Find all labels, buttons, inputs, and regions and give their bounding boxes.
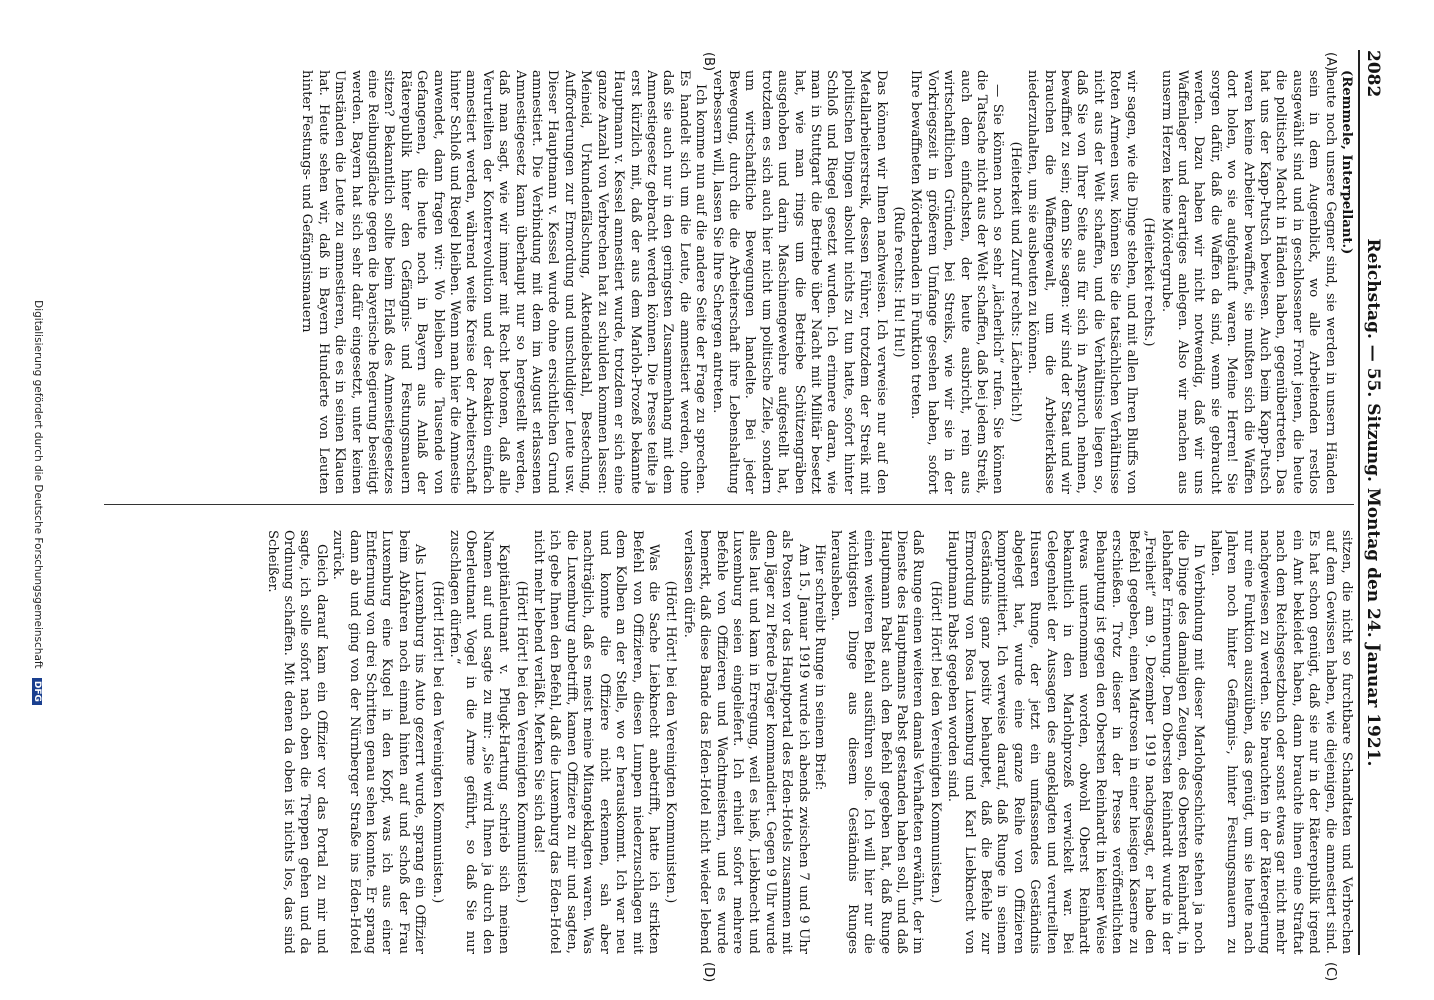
quoted-letter: Kapitänleutnant v. Pflugk-Hartung schrieb sich meinen Namen auf und sagte zu mir: „Sie wird Ihnen ja durch den Oberleutnant Vogel in die Arme geführt, so daß Sie nur zuschlagen dürfen.“: [447, 530, 512, 954]
margin-letter-c: (C): [1323, 962, 1338, 982]
running-title: Reichstag. — 55. Sitzung. Montag den 24. Januar 1921.: [1363, 238, 1383, 767]
interjection: (Hört! Hört! bei den Vereinigten Kommunisten.): [663, 580, 679, 904]
margin-letter-b: (B): [701, 52, 716, 72]
page-header: [1359, 50, 1387, 955]
interjection: (Heiterkeit rechts.): [1141, 217, 1157, 347]
margin-letter-d: (D): [701, 962, 716, 983]
page-number: 2082: [1363, 50, 1383, 98]
right-column: [64, 530, 1354, 954]
interjection: (Hört! Hört! bei den Vereinigten Kommunisten.): [513, 580, 529, 904]
paragraph: Hier schreibt Runge in seinem Brief:: [812, 544, 827, 791]
digitization-credit: [32, 50, 44, 955]
interjection: (Hört! Hört! bei den Vereinigten Kommunisten.): [429, 580, 445, 904]
credit-text: Digitalisierung gefördert durch die Deutsche Forschungsgemeinschaft: [32, 300, 44, 669]
paragraph: Das können wir Ihnen nachweisen. Ich verweise nur auf den Metallarbeiterstreik, dessen Führer, trotzdem der Streik mit politischen Dingen absolut nichts zu tun hatte, sofort hinter Schloß und Riegel gesetzt wurden. Ich erinnere daran, wie man in Stuttgart die Betriebe über Nacht mit Militär besetzt hat, wie man rings um die Betriebe Schützengräben ausgehoben und darin Maschinengewehre aufgestellt hat, trotzdem es sich auch hier nicht um politische Ziele, sondern um wirtschaftliche Bewegungen handelte. Bei jeder Bewegung, durch die die Arbeiterschaft ihre Lebenshaltung verbessern will, lassen Sie Ihre Schergen antreten.: [709, 70, 889, 494]
quoted-letter: Am 15. Januar 1919 wurde ich abends zwischen 7 und 9 Uhr als Posten vor das Hauptportal des Eden-Hotels zusammen mit dem Jäger zu Pferde Dräger kommandiert. Gegen 9 Uhr wurde alles laut und kam in Erregung, weil es hieß, Liebknecht und Luxemburg seien eingeliefert. Ich erhielt sofort mehrere Befehle von Offizieren und Wachtmeistern, und es wurde bemerkt, daß diese Bande das Eden-Hotel nicht wieder lebend verlassen dürfe.: [680, 530, 811, 954]
quoted-letter: Als Luxemburg ins Auto gezerrt wurde, sprang ein Offizier beim Abfahren noch einmal hinten auf und schoß der Frau Luxemburg eine Kugel in den Kopf, was ich aus einer Entfernung von drei Schritten genau sehen konnte. Er sprang dann ab und ging von der Nürnberger Straße ins Eden-Hotel zurück.: [330, 530, 428, 954]
speaker-label: (Remmele, Interpellant.): [1339, 70, 1354, 255]
left-column: [64, 70, 1354, 494]
paragraph: Ich komme nun auf die andere Seite der Frage zu sprechen. Es handelt sich um die Leute, die amnestiert werden, ohne daß sie auch nur in den geringsten Zusammenhang mit dem Amnestiegesetz gebracht werden können. Die Presse teilte ja erst kürzlich mit, daß der aus dem Marloh-Prozeß bekannte Hauptmann v. Kessel amnestiert wurde, trotzdem er sich eine ganze Anzahl von Verbrechen hat zu schulden kommen lassen: Meineid, Urkundenfälschung, Aktendiebstahl, Bestechung, Aufforderungen zur Ermordung und unschuldiger Leute usw. Dieser Hauptmann v. Kessel wurde ohne ersichtlichen Grund amnestiert. Die Verbindung mit dem im August erlassenen Amnestiegesetz kann überhaupt nur so hergestellt werden, daß man sagt, wie wir immer mit Recht betonen, daß alle Verurteilten der Konterrevolution und der Reaktion einfach amnestiert werden, während weite Kreise der Arbeiterschaft hinter Schloß und Riegel bleiben. Wenn man hier die Amnestie anwendet, dann fragen wir: Wo bleiben die Tausende von Gefangenen, die heute noch in Bayern aus Anlaß der Räterepublik hinter den Gefängnis- und Festungsmauern sitzen? Bekanntlich sollte beim Erlaß des Amnestiegesetzes eine Reibungsfläche gegen die bayerische Regierung beseitigt werden. Bayern hat sich sehr dafür eingesetzt, unter keinen Umständen die Leute zu amnestieren, die es in seinen Klauen hat. Heute sehen wir, daß in Bayern Hunderte von Leuten hinter Festungs- und Gefängnismauern: [299, 70, 709, 494]
header-rule: [1358, 50, 1360, 955]
dfg-logo: DFG: [32, 678, 42, 705]
column-divider: [104, 504, 1354, 505]
paragraph: In Verbindung mit dieser Marlohgeschichte stehen ja noch die Dinge des damaligen Zeugen, des Obersten Reinhardt, in lebhafter Erinnerung. Dem Obersten Reinhardt wurde in der „Freiheit“ am 9. Dezember 1919 nachgesagt, er habe den Befehl gegeben, einen Matrosen in einer hiesigen Kaserne zu erschießen. Trotz dieser in der Presse veröffentlichten Behauptung ist gegen den Obersten Reinhardt in keiner Weise etwas unternommen worden, obwohl Oberst Reinhardt bekanntlich in den Marlohprozeß verwickelt war. Bei Gelegenheit der Aussagen des angeklagten und verurteilten Husaren Runge, der jetzt ein umfassendes Geständnis abgelegt hat, wurde eine ganze Reihe von Offizieren kompromittiert. Ich verweise darauf, daß Runge in seinem Geständnis ganz positiv behauptet, daß die Befehle zur Ermordung von Rosa Luxemburg und Karl Liebknecht von Hauptmann Pabst gegeben worden sind.: [945, 530, 1207, 954]
paragraph: heute noch unsere Gegner sind, sie werden in unsern Händen sein in dem Augenblick, wo alle Arbeitenden restlos ausgewählt sind und in geschlossener Front jenen, die heute die politische Macht in Händen haben, gegenübertreten. Das hat uns der Kapp-Putsch bewiesen. Auch beim Kapp-Putsch waren keine Arbeiter bewaffnet, sie mußten sich die Waffen dort holen, wo sie aufgehäuft waren. Meine Herren! Sie sorgen dafür, daß die Waffen da sind, wenn sie gebraucht werden. Dazu haben wir nicht notwendig, daß wir uns Waffenlager und derartiges anlegen. Also wir machen aus unserm Herzen keine Mördergrube.: [1158, 70, 1338, 494]
interjection: (Hört! Hört! bei den Vereinigten Kommunisten.): [927, 580, 943, 904]
margin-letter-a: (A): [1323, 52, 1338, 72]
quoted-letter: Was die Sache Liebknecht anbetrifft, hatte ich strikten Befehl von Offizieren, diesen Lumpen niederzuschlagen mit dem Kolben an der Stelle, wo er herauskommt. Ich war neu und konnte die Offiziere nicht erkennen, sah aber nachträglich, daß es meist meine Mitangeklagten waren. Was die Luxemburg anbetrifft, kamen Offiziere zu mir und sagten, ich gebe Ihnen den Befehl, daß die Luxemburg das Eden-Hotel nicht mehr lebend verläßt. Merken Sie sich das!: [531, 530, 661, 954]
paragraph: sitzen, die nicht so furchtbare Schandtaten und Verbrechen auf dem Gewissen haben, wie diejenigen, die amnestiert sind. Es hat schon genügt, daß sie nur in der Räterepublik irgend ein Amt bekleidet haben, dann brauchte ihnen eine Straftat nach dem Reichsgesetzbuch oder sonst etwas gar nicht mehr nachgewiesen zu werden. Sie brauchten in der Räteregierung nur eine Funktion auszuüben, das genügt, um sie heute nach Jahren noch hinter Gefängnis-, hinter Festungsmauern zu halten.: [1207, 530, 1354, 954]
interjection: (Heiterkeit und Zuruf rechts: Lächerlich!): [1007, 141, 1023, 423]
paragraph: daß Runge einen weiteren damals Verhafteten erwähnt, der im Dienste des Hauptmanns Pabst gestanden haben soll, und daß Hauptmann Pabst auch den Befehl gegeben hat, daß Runge einen weiteren Befehl ausführen solle. Ich will hier nur die wichtigsten Dinge aus diesem Geständnis Runges herausheben.: [828, 530, 926, 954]
interjection: (Rufe rechts: Hu! Hu!): [891, 206, 907, 358]
quoted-letter: Gleich darauf kam ein Offizier vor das Portal zu mir und sagte, ich solle sofort nach oben die Treppen gehen und da Ordnung schaffen. Mit denen da oben ist nichts los, das sind Scheißer.: [264, 530, 329, 954]
paragraph: wir sagen, wie die Dinge stehen, und mit allen Ihren Bluffs von Roten Armeen usw. können Sie die tatsächlichen Verhältnisse nicht aus der Welt schaffen, und die Verhältnisse liegen so, daß Sie von Ihrer Seite aus für sich in Anspruch nehmen, bewaffnet zu sein; denn Sie sagen: wir sind der Staat und wir brauchen die Waffengewalt, um die Arbeiterklasse niederzuhalten, um sie ausbeuten zu können.: [1025, 70, 1139, 494]
paragraph: — Sie können noch so sehr „lächerlich“ rufen. Sie können die Tatsache nicht aus der Welt schaffen, daß bei jedem Streik, auch dem einfachsten, der heute ausbricht, rein aus wirtschaftlichen Gründen, bei Streiks, wie wir sie in der Vorkriegszeit in größerem Umfange gesehen haben, sofort Ihre bewaffneten Mörderbanden in Funktion treten.: [908, 70, 1006, 494]
